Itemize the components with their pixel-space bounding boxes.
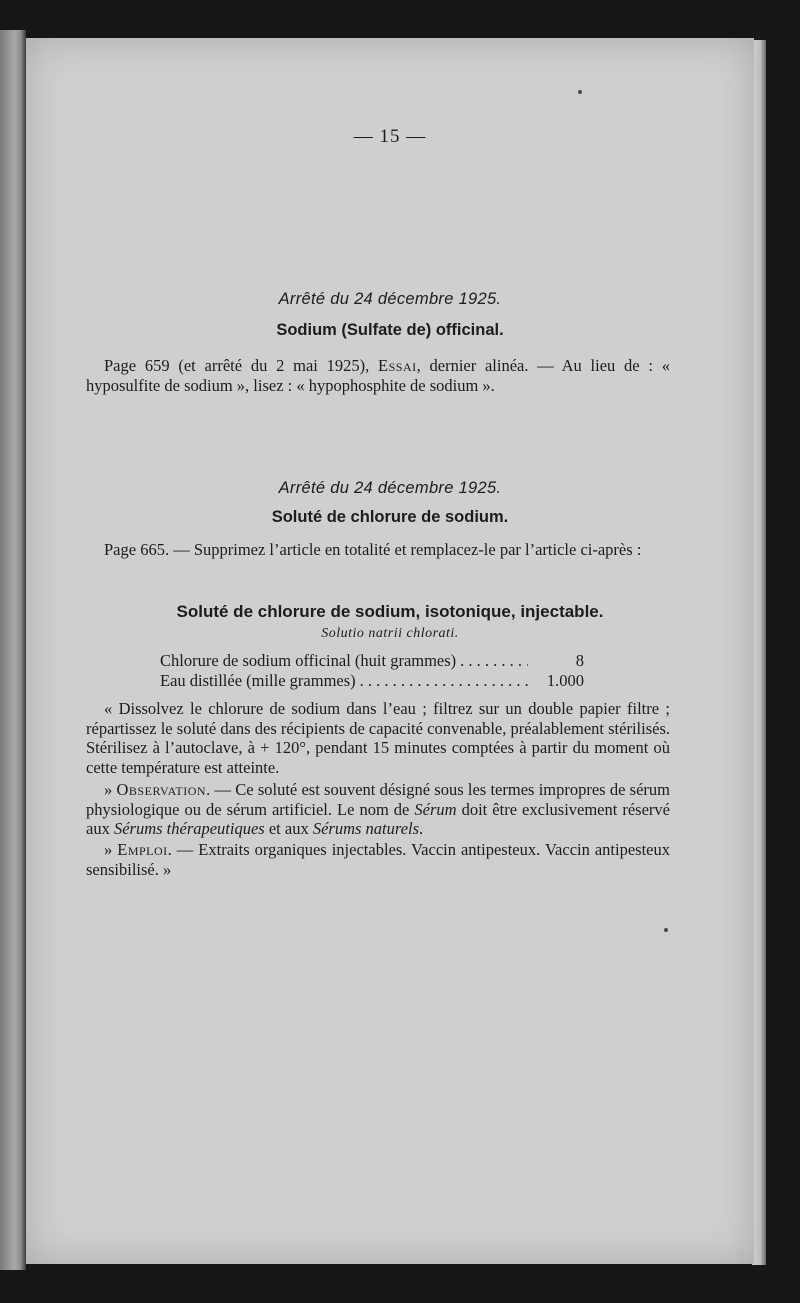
formula-row <box>160 651 584 671</box>
article-title-sodium-chloride: Soluté de chlorure de sodium. <box>271 508 509 526</box>
formula-row <box>160 671 584 691</box>
formula-ingredient: Chlorure de sodium officinal (huit grammes) <box>160 651 457 670</box>
page-edge-shadow <box>752 40 766 1265</box>
decree-heading-1: Arrêté du 24 décembre 1925. <box>278 290 502 308</box>
leader-dots <box>456 651 528 671</box>
paragraph-preparation: « Dissolvez le chlorure de sodium dans l’eau ; filtrez sur un double papier filtre ; répartissez le soluté dans des récipients de capacité convenable, préalablement stérilisés. Stérilisez à l’autoclave, à + 120°, pendant 15 minutes comptées à partir du moment où cette température est atteinte. <box>86 699 670 777</box>
leader-dots <box>356 671 528 691</box>
page-number: — 15 — <box>353 126 427 147</box>
facing-page-edge <box>0 30 26 1270</box>
article-title-sodium-sulfate: Sodium (Sulfate de) officinal. <box>276 321 504 339</box>
formula-table <box>160 651 584 691</box>
paragraph-observation: » Observation. — Ce soluté est souvent désigné sous les termes impropres de sérum physiologique ou de sérum artificiel. Le nom de Sérum doit être exclusivement réservé aux Sérums thérapeutiques et aux Sérums naturels. <box>86 780 671 838</box>
paper-speck <box>578 90 582 94</box>
document-page <box>26 38 754 1264</box>
latin-name: Solutio natrii chlorati. <box>321 626 459 641</box>
paragraph-sodium-sulfate: Page 659 (et arrêté du 2 mai 1925), Essai, dernier alinéa. — Au lieu de : « hyposulfite de sodium », lisez : « hypophosphite de sodium ». <box>86 356 670 395</box>
formula-quantity: 8 <box>575 651 584 670</box>
formula-quantity: 1.000 <box>546 671 584 690</box>
paragraph-emploi: » Emploi. — Extraits organiques injectables. Vaccin antipesteux. Vaccin antipesteux sensibilisé. » <box>86 840 670 879</box>
article-title-isotonic-solution: Soluté de chlorure de sodium, isotonique, injectable. <box>176 602 604 621</box>
formula-ingredient: Eau distillée (mille grammes) <box>160 671 356 690</box>
decree-heading-2: Arrêté du 24 décembre 1925. <box>278 479 502 497</box>
paper-speck <box>664 928 668 932</box>
paragraph-replace-article: Page 665. — Supprimez l’article en totalité et remplacez-le par l’article ci-après : <box>104 540 642 559</box>
